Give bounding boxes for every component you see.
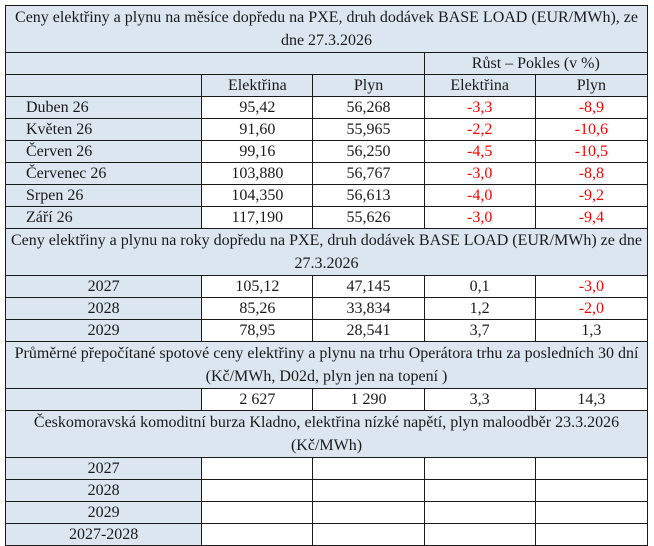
gas-price: 55,626 <box>313 207 424 229</box>
electricity-price <box>202 458 313 480</box>
row-label: Květen 26 <box>6 119 202 141</box>
gas-price: 56,250 <box>313 141 424 163</box>
col-header-gas-change: Plyn <box>535 75 647 97</box>
section-title-row <box>6 6 648 53</box>
gas-change <box>535 502 647 524</box>
electricity-price <box>202 524 313 546</box>
electricity-change: -3,0 <box>424 207 535 229</box>
gas-change: -8,9 <box>535 97 647 119</box>
table-row <box>6 298 648 320</box>
electricity-change: -3,3 <box>424 97 535 119</box>
gas-price <box>313 480 424 502</box>
gas-change: -9,4 <box>535 207 647 229</box>
gas-price: 1 290 <box>313 389 424 411</box>
electricity-price: 105,12 <box>202 276 313 298</box>
gas-change: 14,3 <box>535 389 647 411</box>
row-label: 2029 <box>6 502 202 524</box>
gas-price: 28,541 <box>313 320 424 342</box>
electricity-change: 3,7 <box>424 320 535 342</box>
electricity-change: 1,2 <box>424 298 535 320</box>
electricity-change: 3,3 <box>424 389 535 411</box>
electricity-price: 85,26 <box>202 298 313 320</box>
table-row <box>6 97 648 119</box>
electricity-change: 0,1 <box>424 276 535 298</box>
gas-change <box>535 524 647 546</box>
row-label: Srpen 26 <box>6 185 202 207</box>
gas-price: 33,834 <box>313 298 424 320</box>
row-label: 2027 <box>6 458 202 480</box>
electricity-price: 104,350 <box>202 185 313 207</box>
col-header-gas: Plyn <box>313 75 424 97</box>
gas-change: -8,8 <box>535 163 647 185</box>
electricity-price <box>202 480 313 502</box>
electricity-price: 95,42 <box>202 97 313 119</box>
row-label: 2027 <box>6 276 202 298</box>
gas-change: -2,0 <box>535 298 647 320</box>
gas-price: 55,965 <box>313 119 424 141</box>
row-label: Září 26 <box>6 207 202 229</box>
electricity-price: 103,880 <box>202 163 313 185</box>
section-title-row <box>6 342 648 389</box>
table-row <box>6 502 648 524</box>
col-header-electricity: Elektřina <box>202 75 313 97</box>
table-row <box>6 480 648 502</box>
table-row <box>6 276 648 298</box>
electricity-price: 99,16 <box>202 141 313 163</box>
gas-change: -10,5 <box>535 141 647 163</box>
electricity-change <box>424 458 535 480</box>
table-row <box>6 163 648 185</box>
electricity-change: -4,5 <box>424 141 535 163</box>
electricity-change: -2,2 <box>424 119 535 141</box>
row-label: Červenec 26 <box>6 163 202 185</box>
gas-change <box>535 458 647 480</box>
row-label: 2028 <box>6 480 202 502</box>
change-header-row <box>6 53 648 75</box>
gas-price: 56,268 <box>313 97 424 119</box>
table-row <box>6 119 648 141</box>
gas-change: 1,3 <box>535 320 647 342</box>
table-row <box>6 207 648 229</box>
row-label: Duben 26 <box>6 97 202 119</box>
gas-price: 56,613 <box>313 185 424 207</box>
section3-title: Průměrné přepočítané spotové ceny elektřiny a plynu na trhu Operátora trhu za posledních 30 dní (Kč/MWh, D02d, plyn jen na topení ) <box>6 342 648 389</box>
gas-price: 56,767 <box>313 163 424 185</box>
section1-title: Ceny elektřiny a plynu na měsíce dopředu na PXE, druh dodávek BASE LOAD (EUR/MWh), ze dne 27.3.2026 <box>6 6 648 53</box>
section2-title: Ceny elektřiny a plynu na roky dopředu na PXE, druh dodávek BASE LOAD (EUR/MWh) ze dne 27.3.2026 <box>6 229 648 276</box>
electricity-change <box>424 524 535 546</box>
table-row <box>6 141 648 163</box>
change-header: Růst – Pokles (v %) <box>424 53 647 75</box>
row-label: Červen 26 <box>6 141 202 163</box>
electricity-change <box>424 480 535 502</box>
row-label: 2027-2028 <box>6 524 202 546</box>
section4-title: Českomoravská komoditní burza Kladno, elektřina nízké napětí, plyn maloodběr 23.3.2026 (Kč/MWh) <box>6 411 648 458</box>
electricity-change <box>424 502 535 524</box>
table-row <box>6 389 648 411</box>
row-label: 2028 <box>6 298 202 320</box>
gas-price <box>313 458 424 480</box>
blank-header-cell <box>6 53 425 75</box>
electricity-price <box>202 502 313 524</box>
electricity-price: 2 627 <box>202 389 313 411</box>
electricity-change: -3,0 <box>424 163 535 185</box>
column-header-row <box>6 75 648 97</box>
table-row <box>6 185 648 207</box>
blank-header-cell <box>6 75 202 97</box>
electricity-change: -4,0 <box>424 185 535 207</box>
electricity-price: 91,60 <box>202 119 313 141</box>
section-title-row <box>6 229 648 276</box>
table-row <box>6 320 648 342</box>
electricity-price: 78,95 <box>202 320 313 342</box>
table-row <box>6 524 648 546</box>
gas-change: -10,6 <box>535 119 647 141</box>
gas-change <box>535 480 647 502</box>
row-label: 2029 <box>6 320 202 342</box>
row-label <box>6 389 202 411</box>
col-header-electricity-change: Elektřina <box>424 75 535 97</box>
gas-price <box>313 524 424 546</box>
energy-prices-table <box>5 5 648 546</box>
electricity-price: 117,190 <box>202 207 313 229</box>
gas-price <box>313 502 424 524</box>
table-row <box>6 458 648 480</box>
gas-change: -9,2 <box>535 185 647 207</box>
section-title-row <box>6 411 648 458</box>
gas-change: -3,0 <box>535 276 647 298</box>
gas-price: 47,145 <box>313 276 424 298</box>
